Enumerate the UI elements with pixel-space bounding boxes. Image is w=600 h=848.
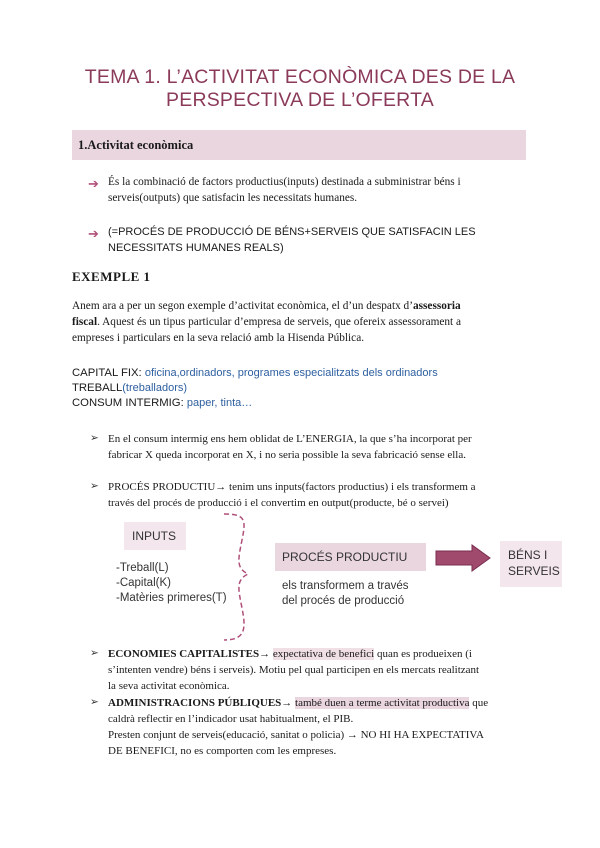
example-paragraph bbox=[72, 298, 526, 346]
bullet-administracions: ADMINISTRACIONS PÚBLIQUES→ també duen a terme activitat productiva que caldrà reflectir en l’indicador usat habitualment, el PIB. Presten conjunt de serveis(educació, sanitat o policia) → NO HI HA EXPECTATIVA DE BENEFICI, no es comporten com les empreses. bbox=[108, 697, 489, 757]
example-bold-1: assessoria bbox=[412, 300, 461, 312]
process-label: PROCÉS PRODUCTIU bbox=[282, 550, 408, 564]
arrow-item-2-line-2: NECESSITATS HUMANES REALS) bbox=[108, 242, 284, 254]
factor-capital: CAPITAL FIX: oficina,ordinadors, programes especialitzats dels ordinadors bbox=[72, 367, 438, 379]
right-arrow-icon bbox=[434, 543, 492, 573]
output-line-1: BÉNS I bbox=[508, 548, 548, 562]
example-bold-2: fiscal bbox=[72, 316, 98, 328]
process-box bbox=[275, 543, 426, 571]
bullet-proces: PROCÉS PRODUCTIU→ tenim uns inputs(factors productius) i els transformem a través del procés de producció i el convertim en output(producte, bé o servei) bbox=[108, 481, 476, 509]
input-item: -Matèries primeres(T) bbox=[116, 592, 227, 604]
section-label: 1.Activitat econòmica bbox=[78, 138, 194, 152]
highlight: també duen a terme activitat productiva bbox=[295, 697, 470, 709]
inputs-list bbox=[116, 561, 227, 606]
bullet-icon: ➢ bbox=[90, 481, 99, 492]
arrow-item-1 bbox=[108, 174, 526, 206]
capitalistes-bold: ECONOMIES CAPITALISTES bbox=[108, 648, 260, 660]
arrow-item-1-line-1: És la combinació de factors productius(inputs) destinada a subministrar béns i bbox=[108, 176, 461, 188]
example-heading: EXEMPLE 1 bbox=[72, 269, 151, 284]
arrow-icon: ➔ bbox=[88, 176, 99, 191]
title-line-1: TEMA 1. L’ACTIVITAT ECONÒMICA DES DE LA bbox=[84, 66, 516, 88]
bullet-icon: ➢ bbox=[90, 433, 99, 444]
example-text-3: empreses i particulars en la seva relació amb la Hisenda Pública. bbox=[72, 332, 365, 344]
arrow-icon: ➔ bbox=[88, 226, 99, 241]
section-header bbox=[72, 130, 526, 160]
arrow-item-1-line-2: serveis(outputs) que satisfacin les necessitats humanes. bbox=[108, 192, 358, 204]
inputs-box bbox=[124, 522, 186, 550]
administracions-bold: ADMINISTRACIONS PÚBLIQUES bbox=[108, 697, 282, 709]
bullet-energia: En el consum intermig ens hem oblidat de L’ENERGIA, la que s’ha incorporat per fabricar X queda incorporat en X, i no seria possible la seva fabricació sense ella. bbox=[108, 433, 472, 461]
factor-treball: TREBALL(treballadors) bbox=[72, 382, 188, 394]
inputs-label: INPUTS bbox=[132, 529, 177, 543]
input-item: -Treball(L) bbox=[116, 562, 169, 574]
factor-consum: CONSUM INTERMIG: paper, tinta… bbox=[72, 397, 253, 409]
example-text-2: . Aquest és un tipus particular d’empresa de serveis, que ofereix assessorament a bbox=[97, 316, 462, 328]
input-item: -Capital(K) bbox=[116, 577, 171, 589]
bullet-capitalistes: ECONOMIES CAPITALISTES→ expectativa de benefici quan es produeixen (i s’intenten vendre) béns i serveis). Motiu pel qual participen en els mercats realitzant la seva activitat econòmica. bbox=[108, 648, 480, 692]
output-line-2: SERVEIS bbox=[508, 564, 560, 578]
highlight: expectativa de benefici bbox=[272, 648, 375, 660]
example-text-1: Anem ara a per un segon exemple d’activitat econòmica, el d’un despatx d’ bbox=[72, 300, 413, 312]
title-line-2: PERSPECTIVA DE L’OFERTA bbox=[166, 89, 434, 111]
bullet-icon: ➢ bbox=[90, 648, 99, 659]
arrow-item-2-line-1: (=PROCÉS DE PRODUCCIÓ DE BÉNS+SERVEIS QUE SATISFACIN LES bbox=[108, 226, 476, 238]
curly-brace-icon bbox=[218, 510, 258, 645]
output-box bbox=[500, 541, 562, 587]
factors-list bbox=[72, 366, 438, 411]
arrow-item-2 bbox=[108, 224, 526, 256]
bullet-icon: ➢ bbox=[90, 697, 99, 708]
page-title bbox=[0, 66, 600, 112]
process-description: els transformem a través del procés de producció bbox=[282, 580, 409, 607]
